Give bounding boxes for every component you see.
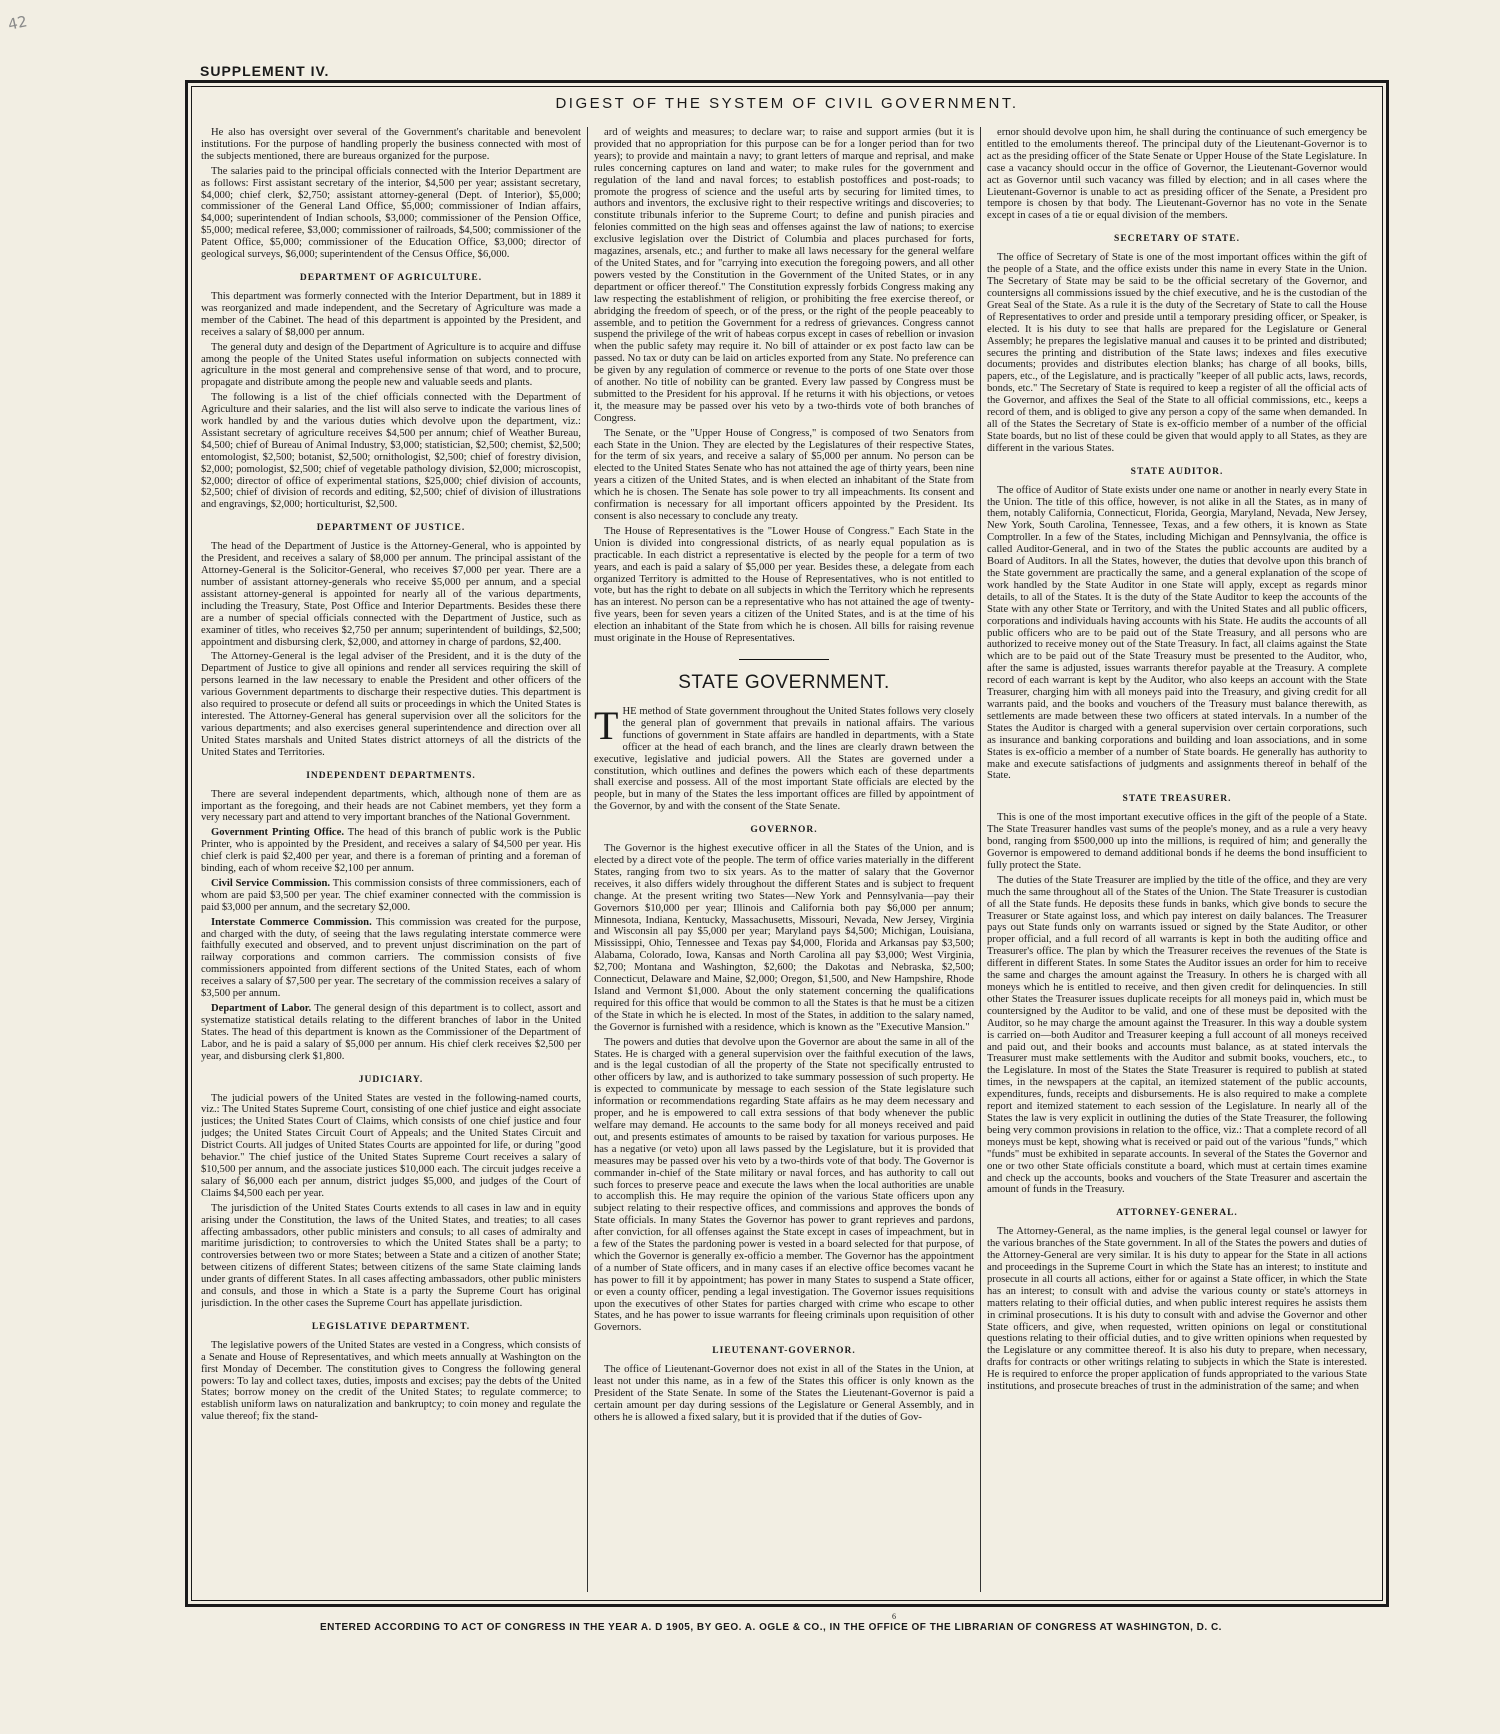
- state-government-title: STATE GOVERNMENT.: [678, 671, 890, 693]
- page-mark: 6: [892, 1612, 896, 1621]
- column-divider: [587, 127, 588, 1592]
- lead-paragraph: [594, 702, 974, 813]
- column-2: [594, 127, 974, 1597]
- paragraph: This department was formerly connected with the Interior Department, but in 1889 it was reorganized and made independent, and the Secretary of Agriculture was made a member of the Cabinet. The head of this department is appointed by the President, and receives a salary of $8,000 per annum.: [201, 290, 581, 338]
- paragraph: The duties of the State Treasurer are implied by the title of the office, and they are very much the same throughout all of the States of the Union. The State Treasurer is custodian of all the State funds. He deposits these funds in banks, which give bonds to secure the Treasurer or State against loss, and which pay interest on daily balances. The Treasurer pays out State funds only on warrants issued or signed by the State Auditor, or other proper official, and a full record of all warrants is kept in both the auditing office and Treasurer's office. The plan by which the Treasurer receives the revenues of the State is different in different States. In some States the Auditor issues an order for him to receive the same and charges the amount against the Treasury. In others he is charged with all moneys which he is entitled to receive, and then given credit for delinquencies. In still other States the Treasurer issues duplicate receipts for all moneys paid in, which must be countersigned by the Auditor to be valid, and one of these must be deposited with the Auditor, so he may charge the amount against the Treasurer. In this way a double system is carried on—both Auditor and Treasurer keeping a full account of all moneys received and paid out, and their books and accounts must balance, as at stated intervals the Treasurer must make settlements with the Auditor and submit books, vouchers, etc., to the Legislature. In most of the States the State Treasurer is required to publish at stated times, in the newspapers at the capital, an itemized statement of the public accounts, expenditures, funds, receipts and disbursements. He is also required to make a complete report and itemized statement to each session of the Legislature. In nearly all of the States the law is very explicit in outlining the duties of the State Treasurer, the following being very common provisions in relation to the office, viz.: That a complete record of all moneys must be kept, showing what is received or paid out of the various "funds," which "funds" must be exhibited in separate accounts. In several of the States the Governor and one or two other State officials constitute a board, which must at certain times examine and check up the accounts, books and vouchers of the State Treasurer and ascertain the amount of funds in the Treasury.: [987, 874, 1367, 1196]
- paragraph: The Governor is the highest executive officer in all the States of the Union, and is elected by a direct vote of the people. The term of office varies materially in the different States, ranging from two to six years. As to the matter of salary that the Governor receives, it also differs widely throughout the different States and is subject to frequent change. At the present writing two States—New York and Pennsylvania—pay their Governors $10,000 per year; Illinois and California both pay $6,000 per annum; Minnesota, Indiana, Kentucky, Massachusetts, Missouri, Nevada, New Jersey, Virginia and Wisconsin all pay $5,000 per year; Maryland pays $4,500; Michigan, Louisiana, Mississippi, Ohio, Tennessee and Texas pay $4,000, Florida and Arkansas pay $3,500; Alabama, Colorado, Iowa, Kansas and North Carolina all pay $3,000; West Virginia, $2,700; Montana and Washington, $2,600; the Dakotas and Nebraska, $2,500; Connecticut, Delaware and Maine, $2,000; Oregon, $1,500, and New Hampshire, Rhode Island and Vermont $1,000. About the only statement concerning the qualifications required for this office that would be common to all the States is that he must be a citizen of the State in which he is elected. In most of the States, in addition to the salary named, the Governor is furnished with a residence, which is known as the "Executive Mansion.": [594, 843, 974, 1033]
- section-heading: JUDICIARY.: [358, 1074, 424, 1085]
- page-frame: [185, 80, 1389, 1607]
- supplement-label: SUPPLEMENT IV.: [200, 63, 330, 79]
- paragraph: [201, 827, 581, 875]
- run-in-heading: Department of Labor.: [211, 1003, 312, 1014]
- paragraph: There are several independent departments, which, although none of them are as important as the foregoing, and their heads are not Cabinet members, yet they form a very necessary part and attend to very important branches of the National Government.: [201, 788, 581, 824]
- section-heading: LIEUTENANT-GOVERNOR.: [712, 1346, 856, 1357]
- drop-cap: T: [594, 702, 619, 748]
- column-1: [201, 127, 581, 1597]
- paragraph: The office of Auditor of State exists under one name or another in nearly every State in the Union. The title of this office, however, is not alike in all the States, as in many of them, notably California, Connecticut, Florida, Georgia, Maryland, Nevada, New Jersey, New York, South Carolina, Tennessee, Texas, and a few others, it is known as State Comptroller. In a few of the States, including Michigan and Pennsylvania, the office is called Auditor-General, and in two of the States the public accounts are audited by a Board of Auditors. In all the States, however, the duties that devolve upon this branch of the State government are practically the same, and a general explanation of the scope of work handled by the State Auditor in one State will apply, except as regards minor details, to all of the States. It is the duty of the State Auditor to keep the accounts of the State with any other State or Territory, and with the United States and all public officers, corporations and individuals having accounts with his State. He audits the accounts of all public officers who are to be paid out of the State Treasury, and all persons who are authorized to receive money out of the State Treasury. In fact, all claims against the State which are to be paid out of the State Treasury must be presented to the Auditor, who, after the same is adjusted, issues warrants therefor payable at the Treasury. A complete record of each warrant is kept by the Auditor, who also keeps an account with the State Treasurer, charging him with all moneys paid into the Treasury, and giving credit for all warrants paid, and the books and vouchers of the Treasury must balance therewith, as settlements are made between these two officers at stated intervals. In a number of the States the Auditor is charged with a general supervision over certain corporations, such as insurance and banking corporations and building and loan associations, and in some States is ex-officio a member of a number of State boards. He generally has authority to make and execute satisfactions of judgments and assignments thereof in behalf of the State.: [987, 484, 1367, 782]
- section-heading: GOVERNOR.: [750, 825, 818, 836]
- pencil-note: 42: [6, 12, 29, 34]
- section-heading: SECRETARY OF STATE.: [1114, 234, 1240, 245]
- paragraph: The office of Secretary of State is one of the most important offices within the gift of the people of a State, and the office exists under this name in every State in the Union. The Secretary of State may be said to be the official secretary of the Governor, and countersigns all commissions issued by the chief executive, and he is the custodian of the Great Seal of the State. As a rule it is the duty of the Secretary of State to call the House of Representatives to order and preside until a temporary presiding officer, or Speaker, is elected. It is his duty to see that halls are prepared for the Legislature or General Assembly; he prepares the legislative manual and causes it to be printed and distributed; secures the printing and distribution of the State laws; indexes and files executive documents; provides and distributes election blanks; has charge of all books, bills, papers, etc., of the Legislature, and is practically "keeper of all public acts, laws, records, bonds, etc." The Secretary of State is required to keep a register of all the official acts of the Governor, and affixes the Seal of the State to all official commissions, etc., keeps a record of them, and is obliged to give any person a copy of the same when demanded. In all of the States the Secretary of State is ex-officio member of a number of the official State boards, but no list of these could be given that would apply to all States, as they are different in the various States.: [987, 252, 1367, 454]
- paragraph: The Attorney-General, as the name implies, is the general legal counsel or lawyer for the various branches of the State government. In all of the States the powers and duties of the Attorney-General are very similar. It is his duty to appear for the State in all actions and proceedings in the Supreme Court in which the State has an interest; to institute and prosecute in all courts all actions, either for or against a State officer, in which the State has an interest; to consult with and advise the various county or state's attorneys in matters relating to their official duties, and when public interest requires he assists them in criminal prosecutions. It is his duty to consult with and advise the Governor and other State officers, and give, when requested, written opinions on legal or constitutional questions relating to their official duties, and to give written opinions when requested by the Legislature or any committee thereof. It is also his duty to prepare, when necessary, drafts for contracts or other writings relating to subjects in which the State is interested. He is required to enforce the proper application of funds appropriated to the various State institutions, and prosecute breaches of trust in the administration of the same; and when: [987, 1226, 1367, 1393]
- paragraph: The Attorney-General is the legal adviser of the President, and it is the duty of the Department of Justice to give all opinions and render all services requiring the skill of persons learned in the law necessary to enable the President and other officers of the various Government departments to discharge their respective duties. This department is also required to prosecute or defend all suits or proceedings in which the United States is interested. The Attorney-General has general supervision over all the solicitors for the various departments; and also exercises general superintendence and direction over all United States marshals and United States district attorneys of all the districts of the United States and Territories.: [201, 651, 581, 758]
- column-3: [987, 127, 1367, 1597]
- paragraph: The House of Representatives is the "Lower House of Congress." Each State in the Union is divided into congressional districts, of as nearly equal population as is practicable. In each district a representative is elected by the people for a term of two years, and each is paid a salary of $5,000 per year. Besides these, a delegate from each organized Territory is admitted to the House of Representatives, who is not entitled to vote, but has the right to debate on all subjects in which the Territory which he represents has an interest. No person can be a representative who has not attained the age of twenty-five years, been for seven years a citizen of the United States, and is at the time of his election an inhabitant of the State from which he is chosen. All bills for raising revenue must originate in the House of Representatives.: [594, 525, 974, 645]
- paragraph: This is one of the most important executive offices in the gift of the people of a State. The State Treasurer handles vast sums of the people's money, and as a rule a very heavy bond, ranging from $500,000 up into the millions, is required of him; and generally the Governor is empowered to demand additional bonds if he deems the bond insufficient to fully protect the State.: [987, 812, 1367, 871]
- page-inner-frame: [191, 86, 1383, 1601]
- paragraph-text: This commission was created for the purpose, and charged with the duty, of seeing that the laws regulating interstate commerce were faithfully executed and observed, and to prevent unjust discrimination on the part of railway corporations and common carriers. The commission consists of five commissioners appointed from different sections of the United States, each of whom receives a salary of $7,500 per year. The secretary of the commission receives a salary of $3,500 per annum.: [201, 916, 581, 1000]
- copyright-footer: ENTERED ACCORDING TO ACT OF CONGRESS IN THE YEAR A. D 1905, BY GEO. A. OGLE & CO., IN THE OFFICE OF THE LIBRARIAN OF CONGRESS AT WASHINGTON, D. C.: [320, 1622, 1222, 1633]
- section-heading: DEPARTMENT OF JUSTICE.: [316, 523, 466, 534]
- paragraph: He also has oversight over several of the Government's charitable and benevolent institutions. For the purpose of handling properly the business connected with most of the subjects mentioned, there are bureaus organized for the purpose.: [201, 127, 581, 162]
- paragraph: The powers and duties that devolve upon the Governor are about the same in all of the States. He is charged with a general supervision over the faithful execution of the laws, and is the legal custodian of all the property of the State not specifically entrusted to other officers by law, and is authorized to take summary possession of such property. He is expected to communicate by message to each session of the State legislature such information or recommendations regarding State affairs as he may deem necessary and proper, and he is empowered to call extra sessions of that body whenever the public welfare may demand. He accounts to the same body for all moneys received and paid out, and presents estimates of amounts to be raised by taxation for various purposes. He has a negative (or veto) upon all laws passed by the Legislature, but it is provided that measures may be passed over his veto by a two-thirds vote of that body. The Governor is commander in-chief of the State military or naval forces, and has authority to call out such forces to preserve peace and execute the laws when the local authorities are unable to accomplish this. He may require the opinion of the various State officers upon any subject relating to their respective offices, and commissions and approves the bonds of State officials. In many States the Governor has power to grant reprieves and pardons, after conviction, for all offenses against the State except in cases of impeachment, but in a few of the States the pardoning power is vested in a board selected for that purpose, of which the Governor is generally ex-officio a member. The Governor has the appointment of a number of State officers, and in many cases if an elective office becomes vacant he has power to fill it by appointment; has power in many States to suspend a State officer, or even a county officer, pending a legal investigation. The Governor issues requisitions upon the executives of other States for parties charged with crime who escape to other States, and he has power to issue warrants for fleeing criminals upon requisition of other Governors.: [594, 1036, 974, 1334]
- paragraph: The general duty and design of the Department of Agriculture is to acquire and diffuse among the people of the United States useful information on subjects connected with agriculture in the most general and comprehensive sense of that word, and to procure, propagate and distribute among the people new and valuable seeds and plants.: [201, 341, 581, 389]
- paragraph: The jurisdiction of the United States Courts extends to all cases in law and in equity arising under the Constitution, the laws of the United States, and treaties; to all cases affecting ambassadors, other public ministers and consuls; to all cases of admiralty and maritime jurisdiction; to controversies to which the United States shall be a party; to controversies between two or more States; between a State and a citizen of another State; between citizens of different States; between citizens of the same State claiming lands under grants of different States. In all cases affecting ambassadors, other public ministers and consuls, and those in which a State is a party the Supreme Court has original jurisdiction. In the other cases the Supreme Court has appellate jurisdiction.: [201, 1202, 581, 1309]
- paragraph-text: HE method of State government throughout the United States follows very closely the general plan of government that prevails in national affairs. The various functions of government in State affairs are handled in departments, with a State officer at the head of each branch, and the lines are clearly drawn between the executive, legislative and judicial powers. All the States are governed under a constitution, which outlines and defines the powers which each of these departments shall exercise and possess. All of the most important State officials are elected by the people, but in many of the States the less important offices are filled by appointment of the Governor, by and with the consent of the State Senate.: [594, 705, 974, 813]
- paragraph: [201, 1003, 581, 1063]
- section-heading: LEGISLATIVE DEPARTMENT.: [311, 1321, 471, 1332]
- run-in-heading: Government Printing Office.: [211, 827, 344, 839]
- section-heading: ATTORNEY-GENERAL.: [1116, 1208, 1238, 1219]
- section-heading: STATE TREASURER.: [1122, 794, 1232, 805]
- paragraph: The judicial powers of the United States are vested in the following-named courts, viz.: The United States Supreme Court, consisting of one chief justice and eight associate justices; the United States Court of Claims, which consists of one chief justice and four judges; the United States Circuit Court of Appeals; and the United States Circuit and District Courts. All judges of United States Courts are appointed for life, or during "good behavior." The chief justice of the United States Supreme Court receives a salary of $10,500 per annum, and the associate justices $10,000 each. The circuit judges receive a salary of $6,000 each per annum, district judges $5,000, and judges of the Court of Claims $4,500 each per year.: [201, 1092, 581, 1199]
- paragraph: ard of weights and measures; to declare war; to raise and support armies (but it is provided that no appropriation for this purpose can be for a longer period than for two years); to provide and maintain a navy; to grant letters of marque and reprisal, and make rules concerning captures on land and water; to make rules for the government and regulation of the land and naval forces; to establish postoffices and post-roads; to promote the progress of science and the useful arts by securing for limited times, to authors and inventors, the exclusive right to their respective writings and discoveries; to constitute tribunals inferior to the Supreme Court; to define and punish piracies and felonies committed on the high seas and offenses against the law of nations; to exercise exclusive legislation over the District of Columbia and places purchased for forts, magazines, arsenals, etc.; and further to make all laws necessary for the general welfare of the United States, and for "carrying into execution the foregoing powers, and all other powers vested by the Constitution in the Government of the United States, or in any department or officer thereof." The Constitution expressly forbids Congress making any law respecting the establishment of religion, or prohibiting the free exercise thereof, or abridging the freedom of speech, or of the press, or the right of the people peaceably to assemble, and to petition the Government for a redress of grievances. Congress cannot suspend the privilege of the writ of habeas corpus except in cases of rebellion or invasion when the public safety may require it. No bill of attainder or ex post facto law can be passed. No tax or duty can be laid on articles exported from any State. No preference can be given by any regulation of commerce or revenue to the ports of one State over those of another. No title of nobility can be granted. Every law passed by Congress must be submitted to the President for his approval. If he returns it with his objections, or vetoes it, the measure may be passed over his veto by a two-thirds vote of both branches of Congress.: [594, 127, 974, 424]
- paragraph: The office of Lieutenant-Governor does not exist in all of the States in the Union, at least not under this name, as in a few of the States this officer is only known as the President of the State Senate. In some of the States the Lieutenant-Governor is paid a certain amount per day during sessions of the Legislature or General Assembly, and in others he is allowed a fixed salary, but it is provided that if the duties of Gov-: [594, 1364, 974, 1423]
- column-divider: [980, 127, 981, 1592]
- run-in-heading: Interstate Commerce Commission.: [211, 916, 372, 928]
- section-heading: STATE AUDITOR.: [1130, 466, 1224, 477]
- paragraph-text: This commission consists of three commissioners, each of whom are paid $3,500 per year. The chief examiner connected with the commission is paid $3,000 per annum, and the secretary $2,000.: [201, 877, 581, 913]
- paragraph: [201, 878, 581, 914]
- paragraph-text: The head of this branch of public work is the Public Printer, who is appointed by the President, and receives a salary of $4,500 per year. His chief clerk is paid $2,400 per year, and there is a foreman of printing and a foreman of binding, each of whom receive $2,100 per annum.: [201, 827, 581, 875]
- paragraph: The following is a list of the chief officials connected with the Department of Agriculture and their salaries, and the list will also serve to indicate the various lines of work handled by and the various duties which devolve upon the department, viz.: Assistant secretary of agriculture receives $4,500 per annum; chief of Weather Bureau, $4,500; chief of Bureau of Animal Industry, $3,000; statistician, $2,500; chemist, $2,500; entomologist, $2,500; botanist, $2,500; ornithologist, $2,500; chief of forestry division, $2,000; pomologist, $2,500; chief of vegetable pathology division, $2,000; microscopist, $2,000; director of office of experimental stations, $25,000; chief division of accounts, $2,500; chief of division of records and editing, $2,500; chief of division of illustrations and engravings, $2,000; horticulturist, $2,500.: [201, 392, 581, 511]
- section-heading: DEPARTMENT OF AGRICULTURE.: [299, 272, 483, 283]
- paragraph: The Senate, or the "Upper House of Congress," is composed of two Senators from each State in the Union. They are elected by the Legislatures of their respective States, for the term of six years, and receive a salary of $5,000 per annum. No person can be elected to the United States Senate who has not attained the age of thirty years, been nine years a citizen of the United States, and is when elected an inhabitant of the State from which he is chosen. The Senate has sole power to try all impeachments. Its consent and confirmation is necessary for all important officers appointed by the President. Its consent is also necessary to conclude any treaty.: [594, 427, 974, 522]
- paragraph: [201, 917, 581, 1000]
- paragraph: The head of the Department of Justice is the Attorney-General, who is appointed by the President, and receives a salary of $8,000 per annum. The principal assistant of the Attorney-General is the Solicitor-General, who receives $7,000 per year. There are a number of assistant attorney-generals who receive $5,000 per annum, and a special assistant attorney-general is appointed for nearly all of the various departments, including the Treasury, State, Post Office and Interior Departments. Besides these there are a number of special officials connected with the Department of Justice, such as examiner of titles, who receives $2,750 per annum; superintendent of buildings, $2,500; appointment and disbursing clerk, $2,000, and attorney in charge of pardons, $2,400.: [201, 541, 581, 648]
- section-divider: [739, 659, 829, 660]
- run-in-heading: Civil Service Commission.: [211, 877, 331, 889]
- page-title: DIGEST OF THE SYSTEM OF CIVIL GOVERNMENT.: [555, 95, 1019, 112]
- paragraph: ernor should devolve upon him, he shall during the continuance of such emergency be entitled to the emoluments thereof. The principal duty of the Lieutenant-Governor is to act as the presiding officer of the State Senate or Upper House of the State Legislature. In case a vacancy should occur in the office of Governor, the Lieutenant-Governor would act as Governor until such vacancy was filled by election; and in all cases where the Lieutenant-Governor is unable to act as presiding officer of the Senate, a President pro tempore is chosen by that body. The Lieutenant-Governor has no vote in the Senate except in cases of a tie or equal division of the members.: [987, 127, 1367, 222]
- paragraph-text: The general design of this department is to collect, assort and systematize statistical details relating to the different branches of labor in the United States. The head of this department is known as the Commissioner of the Department of Labor, and he is paid a salary of $5,000 per annum. His chief clerk receives $2,500 per year, and disbursing clerk $1,800.: [201, 1003, 581, 1062]
- section-heading: INDEPENDENT DEPARTMENTS.: [306, 770, 476, 781]
- paragraph: The salaries paid to the principal officials connected with the Interior Department are as follows: First assistant secretary of the interior, $4,500 per year; assistant secretary, $4,000; chief clerk, $2,750; assistant attorney-general (Dept. of Interior), $5,000; commissioner of the General Land Office, $5,000; commissioner of Indian affairs, $4,000; superintendent of Indian schools, $3,000; commissioner of the Pension Office, $5,000; medical referee, $3,000; commissioner of railroads, $4,500; commissioner of the Patent Office, $5,000; commissioner of the Education Office, $3,000; director of geological surveys, $6,000; superintendent of the Census Office, $6,000.: [201, 165, 581, 261]
- paragraph: The legislative powers of the United States are vested in a Congress, which consists of a Senate and House of Representatives, and which meets annually at Washington on the first Monday of December. The constitution gives to Congress the following general powers: To lay and collect taxes, duties, imposts and excises; pay the debts of the United States; borrow money on the credit of the United States; to regulate commerce; to establish uniform laws on naturalization and bankruptcy; to coin money and regulate the value thereof; fix the stand-: [201, 1339, 581, 1423]
